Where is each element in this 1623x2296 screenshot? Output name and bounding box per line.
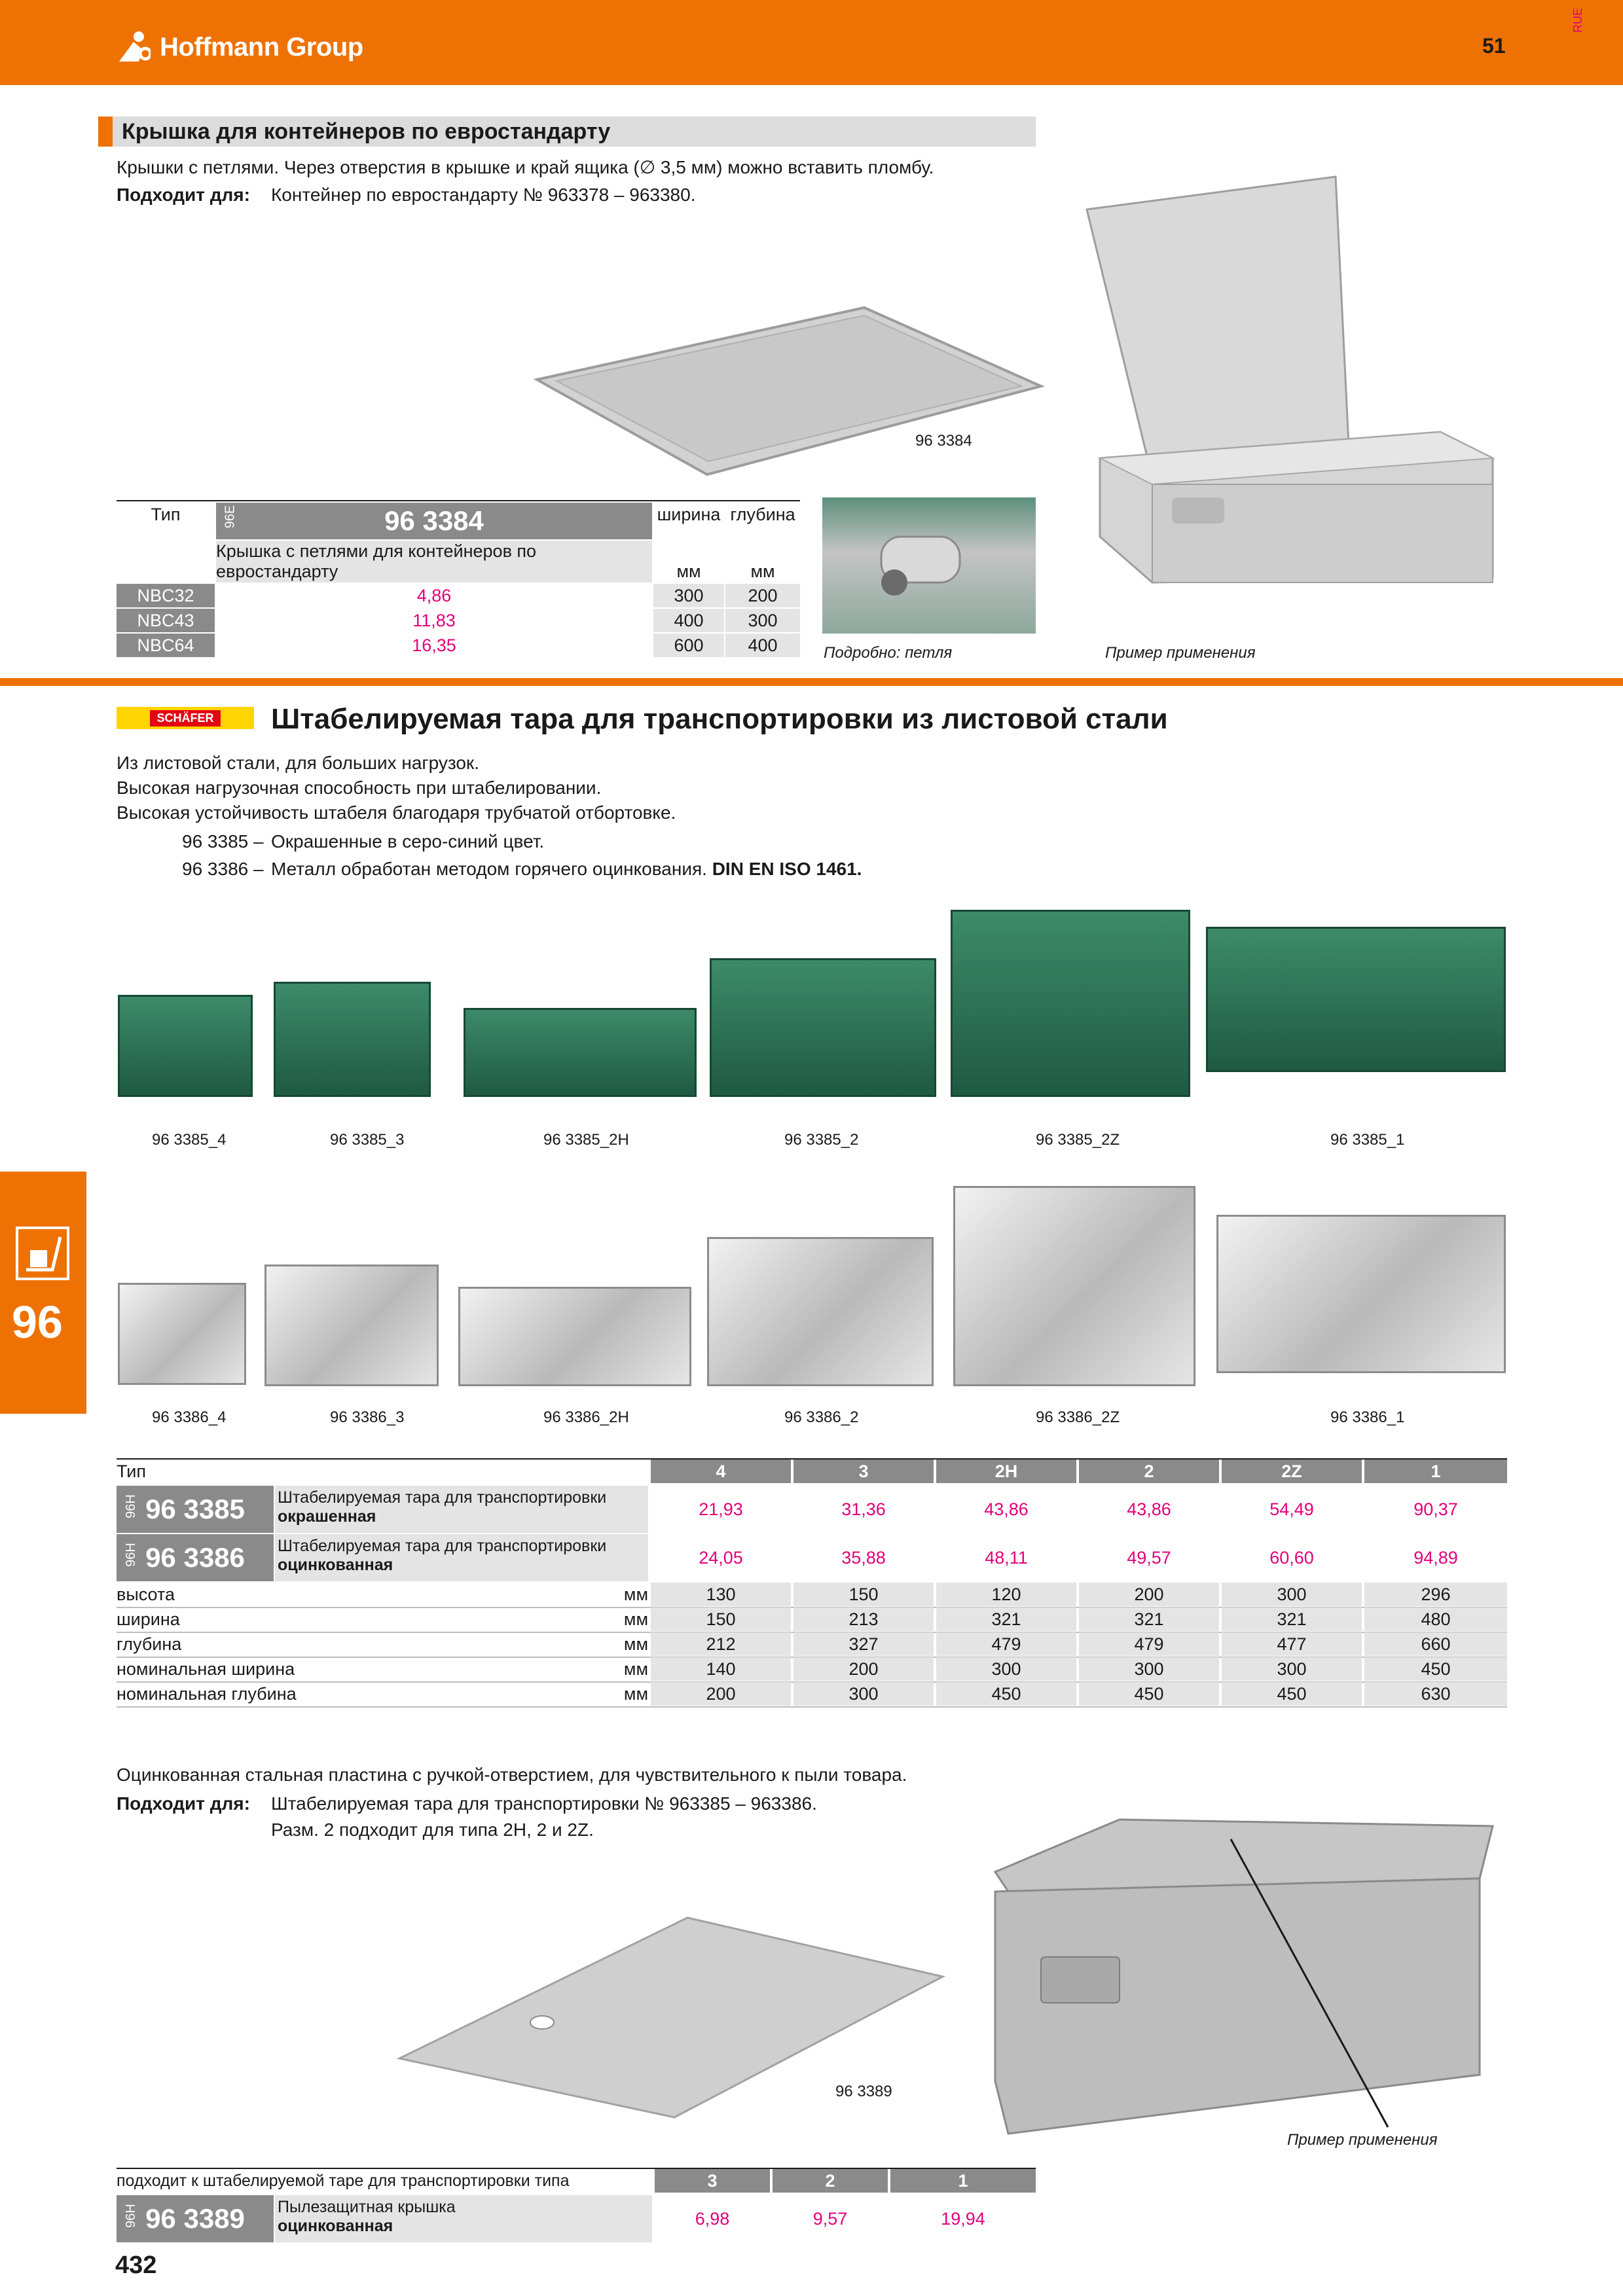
steel-article1-desc-line: Штабелируемая тара для транспортировки [278,1488,607,1507]
steel-article1-price: 43,86 [984,1499,1029,1519]
steel-article2-code-cell [117,1534,274,1581]
schaefer-logo-text: SCHÄFER [150,710,220,726]
steel-dim-value: 150 [651,1607,791,1631]
steel-dim-value: 296 [1364,1583,1507,1606]
green-box-code: 96 3385_2H [543,1131,629,1149]
dustlid-desc-line: Пылезащитная крышка [278,2198,456,2216]
steel-article1-code-cell [117,1486,274,1533]
steel-dim-value: 212 [651,1632,791,1656]
steel-dim-unit: мм [623,1659,648,1679]
steel-dim-unit: мм [623,1683,648,1704]
steel-dim-label: глубина [117,1634,182,1654]
lid-row-type: NBC32 [117,584,215,607]
galvanized-box-code: 96 3386_2Z [1036,1408,1120,1426]
lid-col-width: ширина [657,504,721,524]
steel-dim-value: 140 [651,1657,791,1681]
steel-dim-value: 300 [936,1657,1076,1681]
variant2-text-main: Металл обработан методом горячего оцинкования. [271,859,707,879]
steel-dim-label: ширина [117,1609,180,1629]
dustlid-price: 9,57 [812,2208,848,2229]
lid-article-desc: Крышка с петлями для контейнеров по евростандарту [216,541,652,583]
variant1-code: 96 3385 – [182,831,264,852]
dustlid-price: 19,94 [941,2208,985,2229]
steel-article2-price: 49,57 [1127,1547,1171,1568]
steel-dim-value: 200 [793,1657,934,1681]
steel-line: Высокая устойчивость штабеля благодаря трубчатой отбортовке. [117,802,676,823]
steel-dim-label: номинальная глубина [117,1683,297,1704]
dustlid-header: подходит к штабелируемой таре для транспортировки типа [117,2171,570,2190]
dustlid-size-header: 3 [655,2169,770,2193]
lid-hinge-detail-image [822,497,1036,634]
lid-row-type: NBC43 [117,609,215,632]
lid-row-depth: 300 [725,609,800,632]
steel-article1-price: 54,49 [1269,1499,1314,1519]
lid-article-code: 96 3384 [384,505,484,536]
steel-size-header: 2H [936,1460,1076,1483]
lid-article-header [216,503,652,539]
steel-dim-value: 480 [1364,1607,1507,1631]
lid-example-caption: Пример применения [1105,644,1256,662]
lid-table-topline [117,500,800,501]
chapter-number: 96 [12,1297,63,1348]
chapter-tab[interactable] [0,1172,86,1414]
steel-size-header: 3 [793,1460,934,1483]
steel-dim-value: 321 [1222,1607,1362,1631]
steel-dim-label: номинальная ширина [117,1659,295,1679]
variant1-text: Окрашенные в серо-синий цвет. [271,831,545,852]
steel-size-header: 4 [651,1460,791,1483]
steel-article2-desc [275,1534,648,1581]
steel-dim-value: 321 [936,1607,1076,1631]
lid-row-price: 4,86 [416,585,452,605]
steel-article2-price: 48,11 [985,1547,1028,1568]
steel-line: Высокая нагрузочная способность при штабелировании. [117,778,602,798]
steel-article1-code: 96 3385 [145,1494,245,1524]
steel-dim-value: 630 [1364,1682,1507,1706]
green-box-code: 96 3385_2Z [1036,1131,1120,1149]
language-code: RUE [1571,7,1584,33]
green-box-image [464,1008,697,1097]
variant2-text [271,856,862,882]
dustlid-code: 96 3389 [145,2203,245,2234]
dustlid-desc [275,2195,652,2242]
lid-row-depth: 400 [725,634,800,657]
steel-size-header: 2Z [1222,1460,1362,1483]
steel-article1-price: 31,36 [841,1499,886,1519]
lid-col-depth: глубина [730,504,795,524]
steel-size-header: 1 [1364,1460,1507,1483]
section-divider [0,678,1623,686]
lid-fits-text: Контейнер по евростандарту № 963378 – 963380. [271,185,696,205]
lid-row-width: 400 [653,609,724,632]
steel-article2-prefix: 96H [123,1543,138,1567]
footer-page-number: 432 [115,2251,157,2279]
green-box-image [274,982,431,1097]
steel-dim-value: 321 [1079,1607,1219,1631]
steel-dim-value: 200 [651,1682,791,1706]
table-row-divider [117,1706,1507,1708]
dustlid-price: 6,98 [695,2208,730,2229]
steel-dim-value: 479 [936,1632,1076,1656]
steel-dim-value: 477 [1222,1632,1362,1656]
galvanized-box-code: 96 3386_2H [543,1408,629,1426]
steel-article2-desc-line: Штабелируемая тара для транспортировки [278,1537,607,1555]
green-box-image [118,995,253,1097]
galvanized-box-code: 96 3386_4 [152,1408,227,1426]
steel-article1-prefix: 96H [123,1494,138,1518]
galvanized-box-code: 96 3386_2 [784,1408,859,1426]
steel-dim-value: 130 [651,1583,791,1606]
steel-article1-desc-finish: окрашенная [278,1507,376,1526]
green-box-code: 96 3385_1 [1330,1131,1405,1149]
steel-article2-price: 60,60 [1269,1547,1314,1568]
variant2-standard: DIN EN ISO 1461. [712,859,862,879]
steel-article2-price: 24,05 [699,1547,743,1568]
section-lid-title-bar [98,117,1036,147]
steel-size-header: 2 [1079,1460,1219,1483]
page-number: 51 [1482,34,1506,58]
galvanized-box-image [707,1237,934,1386]
green-box-code: 96 3385_4 [152,1131,227,1149]
steel-dim-value: 450 [936,1682,1076,1706]
lid-row-depth: 200 [725,584,800,607]
green-box-image [951,910,1190,1097]
lid-row-width: 600 [653,634,724,657]
galvanized-box-image [1216,1215,1506,1373]
brand-logo[interactable] [117,29,363,65]
steel-dim-value: 300 [1222,1583,1362,1606]
green-box-image [1206,927,1506,1072]
steel-dim-value: 660 [1364,1632,1507,1656]
dustlid-desc-finish: оцинкованная [278,2217,393,2235]
steel-dim-value: 450 [1222,1682,1362,1706]
steel-dim-unit: мм [623,1634,648,1654]
steel-dim-value: 300 [1222,1657,1362,1681]
lid-detail-caption: Подробно: петля [824,644,953,662]
steel-dim-value: 120 [936,1583,1076,1606]
steel-article2-price: 94,89 [1413,1547,1458,1568]
dustlid-fits-size-note: Разм. 2 подходит для типа 2H, 2 и 2Z. [271,1820,594,1840]
dustlid-fits-text: Штабелируемая тара для транспортировки № 963385 – 963386. [271,1793,817,1814]
steel-dim-value: 479 [1079,1632,1219,1656]
dustlid-size-header: 2 [773,2169,888,2193]
dustlid-example-caption: Пример применения [1287,2131,1438,2149]
steel-article1-desc [275,1486,648,1533]
steel-line: Из листовой стали, для больших нагрузок. [117,753,480,773]
dustlid-fits-label: Подходит для: [117,1793,250,1814]
steel-article2-desc-finish: оцинкованная [278,1556,393,1574]
steel-dim-value: 450 [1364,1657,1507,1681]
lid-unit-width: мм [676,561,701,581]
steel-dim-unit: мм [623,1584,648,1604]
lid-row-price: 11,83 [412,610,456,630]
lid-row-width: 300 [653,584,724,607]
lid-image-code: 96 3384 [915,432,972,450]
steel-dim-value: 300 [793,1682,934,1706]
steel-article1-price: 90,37 [1413,1499,1458,1519]
lid-unit-depth: мм [750,561,775,581]
galvanized-box-image [458,1287,691,1386]
steel-article1-price: 43,86 [1127,1499,1171,1519]
section-marker [98,117,113,147]
galvanized-box-code: 96 3386_1 [1330,1408,1405,1426]
dustlid-size-header: 1 [890,2169,1036,2193]
brand-name: Hoffmann Group [160,32,363,62]
green-box-code: 96 3385_3 [330,1131,405,1149]
steel-article2-price: 35,88 [841,1547,886,1568]
dustlid-example-image [969,1793,1506,2160]
green-box-code: 96 3385_2 [784,1131,859,1149]
hand-truck-icon [13,1224,72,1283]
lid-prefix: 96E [223,505,238,529]
variant2-code: 96 3386 – [182,859,264,879]
steel-dim-value: 150 [793,1583,934,1606]
schaefer-logo[interactable] [117,707,254,729]
steel-article1-price: 21,93 [699,1499,743,1519]
green-box-image [710,958,936,1097]
galvanized-box-image [118,1283,246,1385]
lid-row-price: 16,35 [412,635,456,655]
dustlid-description: Оцинкованная стальная пластина с ручкой-отверстием, для чувствительного к пыли товара. [117,1765,907,1785]
steel-dim-value: 200 [1079,1583,1219,1606]
lid-description: Крышки с петлями. Через отверстия в крышке и край ящика (∅ 3,5 мм) можно вставить пломбу. [117,157,934,177]
steel-col-type: Тип [117,1461,147,1481]
dustlid-code-cell [117,2195,274,2242]
lid-row-type: NBC64 [117,634,215,657]
steel-article2-code: 96 3386 [145,1542,245,1573]
steel-dim-label: высота [117,1584,175,1604]
dustlid-image-code: 96 3389 [835,2083,892,2100]
lid-col-type: Тип [151,504,181,524]
galvanized-box-image [953,1186,1195,1386]
steel-dim-value: 450 [1079,1682,1219,1706]
galvanized-box-code: 96 3386_3 [330,1408,405,1426]
steel-dim-value: 300 [1079,1657,1219,1681]
lid-fits-label: Подходит для: [117,185,250,205]
section-steel-title: Штабелируемая тара для транспортировки из листовой стали [271,703,1168,735]
section-lid-title: Крышка для контейнеров по евростандарту [122,119,611,144]
hoffmann-logo-icon [117,30,151,64]
lid-example-image [1074,170,1506,589]
steel-dim-value: 327 [793,1632,934,1656]
steel-dim-value: 213 [793,1607,934,1631]
lid-image [524,301,1048,478]
galvanized-box-image [264,1265,439,1386]
steel-dim-unit: мм [623,1609,648,1629]
dustlid-prefix: 96H [123,2204,138,2228]
